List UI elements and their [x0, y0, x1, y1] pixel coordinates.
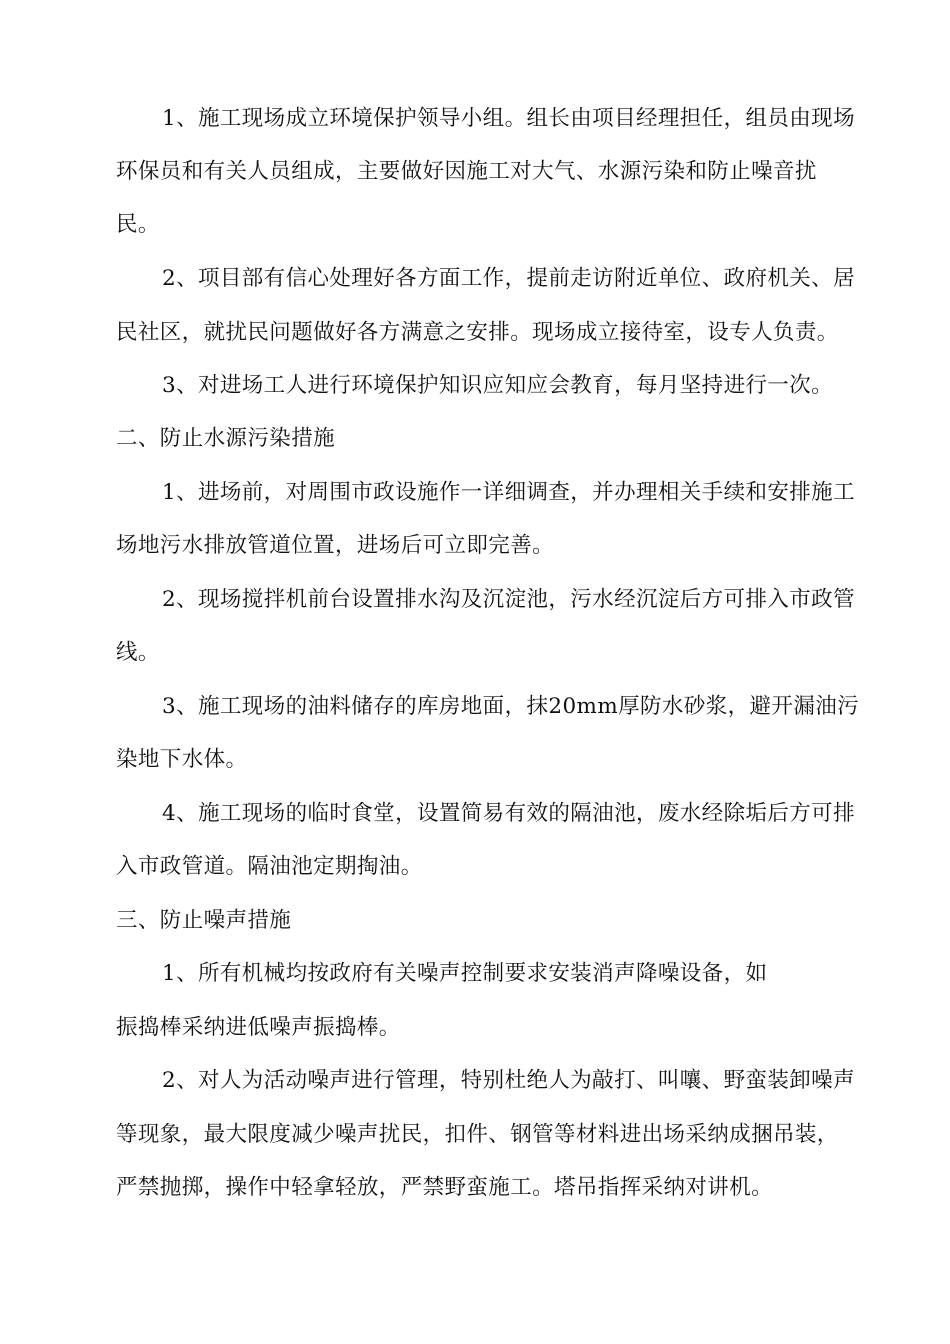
paragraph-line — [0, 692, 950, 722]
paragraph-line — [0, 638, 950, 668]
text-line: 场地污水排放管道位置，进场后可立即完善。 — [116, 533, 555, 558]
text-line: 等现象，最大限度减少噪声扰民，扣件、钢管等材料进出场采纳成捆吊装， — [116, 1122, 839, 1147]
text-line: 入市政管道。隔油池定期掏油。 — [116, 854, 423, 879]
text-line: 1、进场前，对周围市政设施作一详细调查，并办理相关手续和安排施工 — [162, 480, 855, 505]
text-line: 环保员和有关人员组成，主要做好因施工对大气、水源污染和防止噪音扰 — [116, 159, 817, 184]
text-line: 1、施工现场成立环境保护领导小组。组长由项目经理担任，组员由现场 — [162, 106, 855, 131]
text-line: 2、项目部有信心处理好各方面工作，提前走访附近单位、政府机关、居 — [162, 266, 855, 291]
text-line: 3、施工现场的油料储存的库房地面，抹20mm厚防水砂浆，避开漏油污 — [162, 694, 860, 719]
paragraph-line — [0, 585, 950, 615]
paragraph-line — [0, 318, 950, 348]
section-heading-text: 三、防止噪声措施 — [116, 908, 292, 933]
text-line: 2、对人为活动噪声进行管理，特别杜绝人为敲打、叫嚷、野蛮装卸噪声 — [162, 1068, 855, 1093]
section-heading-text: 二、防止水源污染措施 — [116, 426, 336, 451]
text-line: 4、施工现场的临时食堂，设置简易有效的隔油池，废水经除垢后方可排 — [162, 801, 855, 826]
section-heading — [0, 906, 950, 936]
text-line: 振捣棒采纳进低噪声振捣棒。 — [116, 1015, 401, 1040]
paragraph-line — [0, 745, 950, 775]
text-line: 2、现场搅拌机前台设置排水沟及沉淀池，污水经沉淀后方可排入市政管 — [162, 587, 855, 612]
paragraph-line — [0, 852, 950, 882]
paragraph-line — [0, 264, 950, 294]
text-line: 线。 — [116, 640, 160, 665]
text-line: 严禁抛掷，操作中轻拿轻放，严禁野蛮施工。塔吊指挥采纳对讲机。 — [116, 1175, 774, 1200]
paragraph-line — [0, 210, 950, 240]
text-line: 3、对进场工人进行环境保护知识应知应会教育，每月坚持进行一次。 — [162, 373, 834, 398]
paragraph-line — [0, 799, 950, 829]
paragraph-line — [0, 157, 950, 187]
paragraph-line — [0, 1120, 950, 1150]
section-heading — [0, 424, 950, 454]
text-line: 1、所有机械均按政府有关噪声控制要求安装消声降噪设备，如 — [162, 961, 768, 986]
paragraph-line — [0, 1173, 950, 1203]
paragraph-line — [0, 531, 950, 561]
text-line: 民社区，就扰民问题做好各方满意之安排。现场成立接待室，设专人负责。 — [116, 320, 839, 345]
paragraph-line — [0, 1066, 950, 1096]
paragraph-line — [0, 371, 950, 401]
paragraph-line — [0, 104, 950, 134]
text-line: 染地下水体。 — [116, 747, 248, 772]
paragraph-line — [0, 959, 950, 989]
paragraph-line — [0, 478, 950, 508]
text-line: 民。 — [116, 212, 160, 237]
paragraph-line — [0, 1013, 950, 1043]
